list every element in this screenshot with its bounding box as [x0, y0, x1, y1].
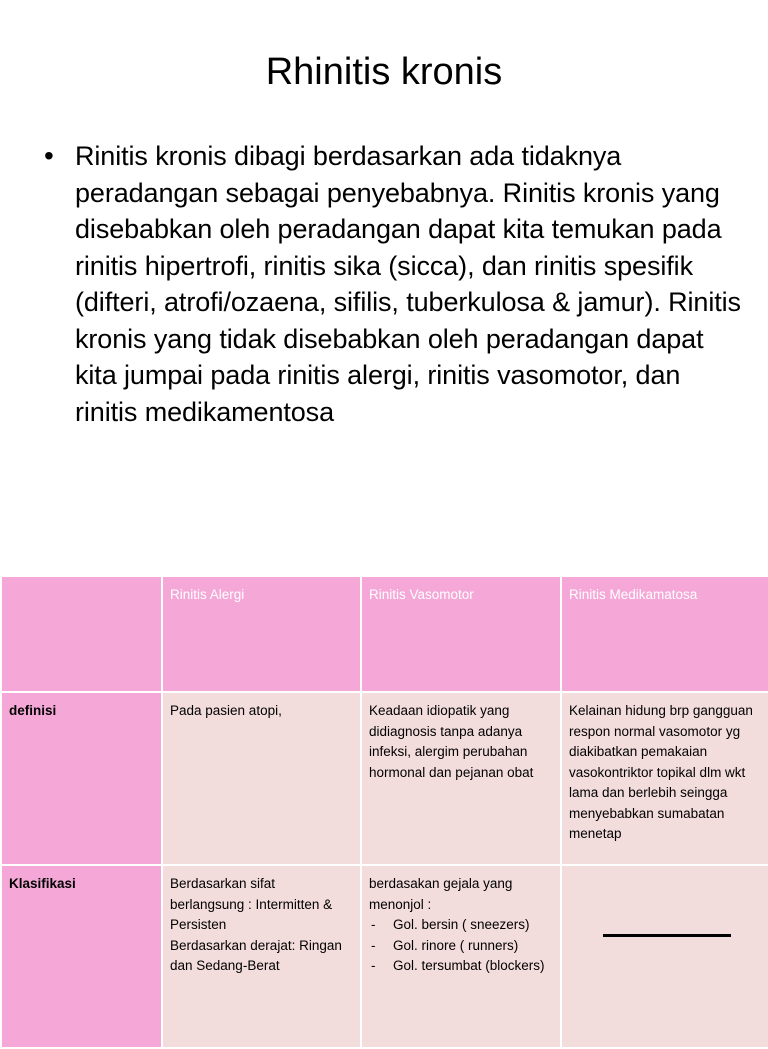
empty-line-mark [603, 934, 731, 937]
cell-klasifikasi-alergi [162, 865, 361, 1048]
header-corner-cell [1, 576, 162, 692]
cell-klasifikasi-vasomotor [361, 865, 561, 1048]
list-item: - Gol. rinore ( runners) [369, 936, 553, 957]
table-header-row [1, 576, 768, 692]
klasifikasi-vasomotor-list [369, 915, 553, 977]
cell-definisi-alergi: Pada pasien atopi, [162, 692, 361, 865]
table-row [1, 865, 768, 1048]
list-item: - Gol. tersumbat (blockers) [369, 956, 553, 977]
row-label-klasifikasi: Klasifikasi [1, 865, 162, 1048]
header-rinitis-alergi: Rinitis Alergi [162, 576, 361, 692]
header-rinitis-vasomotor: Rinitis Vasomotor [361, 576, 561, 692]
bullet-item [44, 138, 744, 430]
bullet-text: Rinitis kronis dibagi berdasarkan ada tidaknya peradangan sebagai penyebabnya. Rinitis kronis yang disebabkan oleh peradangan dapat kita temukan pada rinitis hipertrofi, rinitis sika (sicca), dan rinitis spesifik (difteri, atrofi/ozaena, sifilis, tuberkulosa & jamur). Rinitis kronis yang tidak disebabkan oleh peradangan dapat kita jumpai pada rinitis alergi, rinitis vasomotor, dan rinitis medikamentosa [75, 141, 741, 427]
header-rinitis-medikamatosa: Rinitis Medikamatosa [561, 576, 768, 692]
cell-definisi-vasomotor: Keadaan idiopatik yang didiagnosis tanpa adanya infeksi, alergim perubahan hormonal dan pejanan obat [361, 692, 561, 865]
list-item: - Gol. bersin ( sneezers) [369, 915, 553, 936]
row-label-definisi: definisi [1, 692, 162, 865]
cell-klasifikasi-medikamentosa [561, 865, 768, 1048]
klasifikasi-vasomotor-intro: berdasakan gejala yang menonjol : [369, 876, 513, 912]
table-row [1, 692, 768, 865]
cell-definisi-medikamentosa: Kelainan hidung brp gangguan respon normal vasomotor yg diakibatkan pemakaian vasokontriktor topikal dlm wkt lama dan berlebih seingga menyebabkan sumabatan menetap [561, 692, 768, 865]
klasifikasi-alergi-line: Berdasarkan sifat berlangsung : Intermitten & Persisten [170, 876, 333, 932]
klasifikasi-alergi-line: Berdasarkan derajat: Ringan dan Sedang-Berat [170, 937, 342, 973]
bullet-dot-icon: • [44, 140, 54, 171]
slide-title: Rhinitis kronis [265, 51, 503, 93]
comparison-table [0, 575, 768, 1049]
